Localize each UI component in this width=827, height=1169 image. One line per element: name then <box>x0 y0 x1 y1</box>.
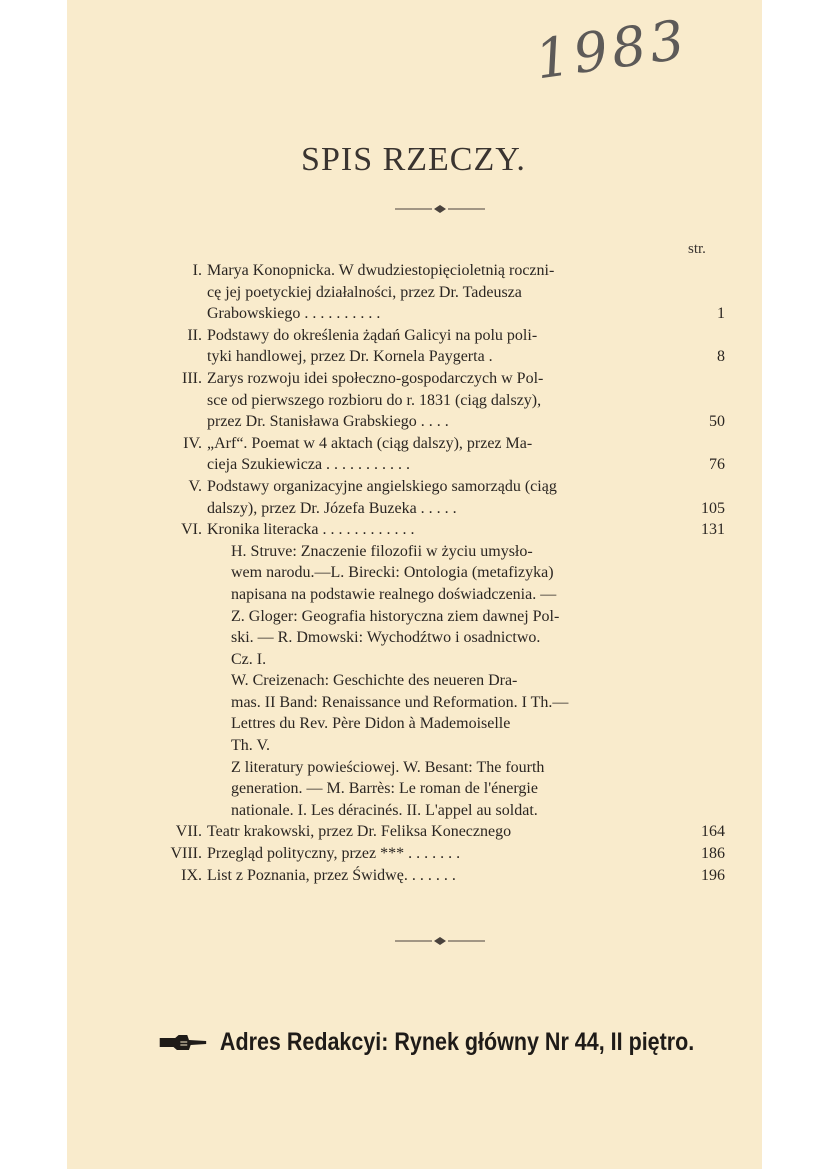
page-title: SPIS RZECZY. <box>301 141 526 178</box>
entry-text-line: Zarys rozwoju idei społeczno-gospodarczych w Pol- <box>207 369 544 387</box>
chronicle-text-line: W. Creizenach: Geschichte des neueren Dra- <box>231 672 518 690</box>
toc-entry <box>155 519 725 541</box>
entry-page-number: 196 <box>701 866 725 884</box>
chronicle-text-line: H. Struve: Znaczenie filozofii w życiu umysło- <box>231 542 533 560</box>
entry-page-number: 76 <box>709 456 725 474</box>
entry-page-number: 105 <box>701 499 725 517</box>
chronicle-text-line: ski. — R. Dmowski: Wychodźtwo i osadnictwo. <box>231 629 541 647</box>
entry-text-line: Teatr krakowski, przez Dr. Feliksa Konecznego <box>207 823 512 841</box>
entry-text-line: „Arf“. Poemat w 4 aktach (ciąg dalszy), przez Ma- <box>207 434 533 452</box>
chronicle-text-line: mas. II Band: Renaissance und Reformation. I Th.— <box>231 693 569 711</box>
entry-text-line: Przegląd polityczny, przez *** . . . . . . . <box>207 845 461 863</box>
entry-page-number: 164 <box>701 823 725 841</box>
entry-number: IV. <box>183 434 202 452</box>
ornament-divider-bottom <box>390 935 490 947</box>
toc-entry <box>155 325 725 368</box>
entry-number: IX. <box>181 866 202 884</box>
entry-text-line: Kronika literacka . . . . . . . . . . . . <box>207 521 415 539</box>
chronicle-text-line: wem narodu.—L. Birecki: Ontologia (metafizyka) <box>231 564 554 582</box>
entry-text-line: tyki handlowej, przez Dr. Kornela Paygerta . <box>207 348 493 366</box>
chronicle-text-line: napisana na podstawie realnego doświadczenia. — <box>231 585 557 603</box>
entry-text-line: przez Dr. Stanisława Grabskiego . . . . <box>207 413 449 431</box>
entry-text-line: Podstawy organizacyjne angielskiego samorządu (ciąg <box>207 477 557 495</box>
entry-page-number: 186 <box>701 845 725 863</box>
entry-page-number: 50 <box>709 413 725 431</box>
editorial-address <box>158 1028 695 1057</box>
toc-entry <box>155 476 725 519</box>
entry-number: VIII. <box>170 845 202 863</box>
chronicle-text-line: Z literatury powieściowej. W. Besant: The fourth <box>231 758 545 776</box>
entry-text-line: Podstawy do określenia żądań Galicyi na polu poli- <box>207 326 538 344</box>
address-text: Adres Redakcyi: Rynek główny Nr 44, II piętro. <box>219 1028 695 1056</box>
chronicle-text-line: generation. — M. Barrès: Le roman de l'énergie <box>231 780 538 798</box>
chronicle-review-block <box>231 670 675 756</box>
chronicle-text-line: nationale. I. Les déracinés. II. L'appel au soldat. <box>231 801 538 819</box>
toc-entry <box>155 865 725 887</box>
chronicle-review-block <box>231 757 675 822</box>
entry-text-line: Marya Konopnicka. W dwudziestopięcioletnią roczni- <box>207 262 555 279</box>
chronicle-text-line: Cz. I. <box>231 650 267 668</box>
entry-number: II. <box>187 326 202 344</box>
entry-text-line: dalszy), przez Dr. Józefa Buzeka . . . . . <box>207 499 457 517</box>
entry-text-line: cę jej poetyckiej działalności, przez Dr. Tadeusza <box>207 283 522 301</box>
entry-number: III. <box>182 369 202 387</box>
toc-entry <box>155 433 725 476</box>
entry-text-line: sce od pierwszego rozbioru do r. 1831 (ciąg dalszy), <box>207 391 542 409</box>
entry-number: V. <box>188 477 202 495</box>
chronicle-text-line: Z. Gloger: Geografia historyczna ziem dawnej Pol- <box>231 607 560 625</box>
handwritten-number: 1983 <box>531 7 693 92</box>
toc-entry <box>155 260 725 325</box>
entry-number: VII. <box>175 823 202 841</box>
entry-page-number: 8 <box>717 348 725 366</box>
entry-text-line: List z Poznania, przez Świdwę. . . . . . . <box>207 866 456 884</box>
entry-page-number: 131 <box>701 521 725 539</box>
entry-text-line: Grabowskiego . . . . . . . . . . <box>207 305 381 323</box>
entry-number: VI. <box>181 521 202 539</box>
toc-entry <box>155 821 725 843</box>
entry-text-line: cieja Szukiewicza . . . . . . . . . . . <box>207 456 411 474</box>
entry-page-number: 1 <box>717 305 725 323</box>
chronicle-review-block <box>231 541 675 671</box>
chronicle-text-line: Lettres du Rev. Père Didon à Mademoiselle <box>231 715 511 733</box>
page-column-label: str. <box>688 241 706 257</box>
toc-entry <box>155 843 725 865</box>
ornament-divider-top <box>390 203 490 215</box>
table-of-contents <box>155 260 725 886</box>
pointing-hand-icon <box>158 1033 208 1053</box>
entry-number: I. <box>192 262 202 279</box>
chronicle-text-line: Th. V. <box>231 737 270 755</box>
toc-entry <box>155 368 725 433</box>
